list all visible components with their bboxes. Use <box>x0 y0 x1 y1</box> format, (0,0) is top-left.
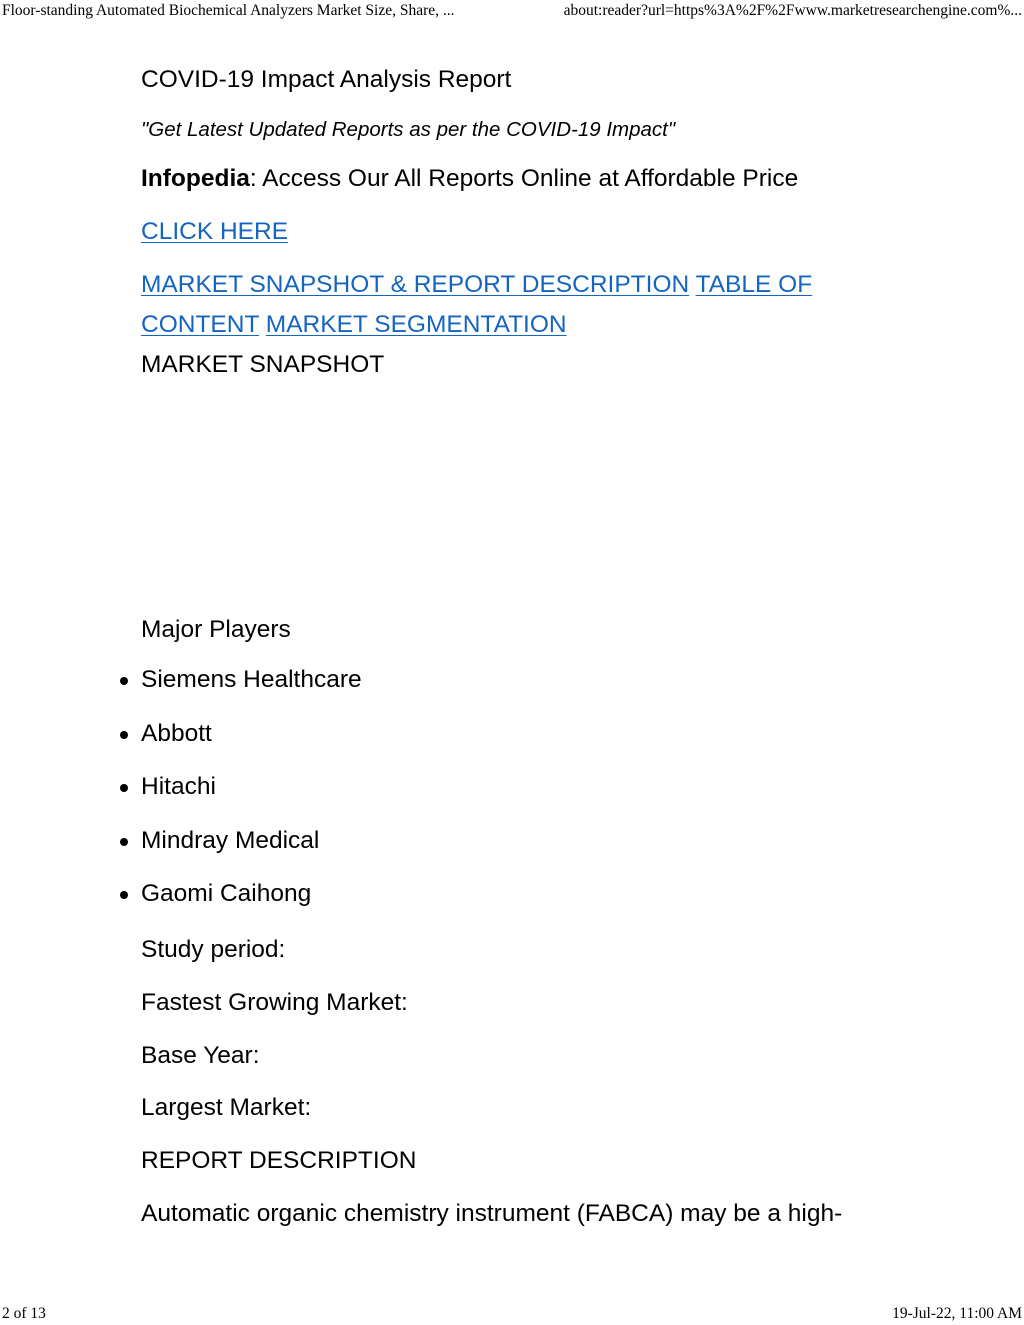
bullet-icon <box>120 838 128 846</box>
fastest-growing-label: Fastest Growing Market: <box>141 989 408 1016</box>
bullet-icon <box>120 731 128 739</box>
covid-heading: COVID-19 Impact Analysis Report <box>141 66 512 93</box>
report-description-heading: REPORT DESCRIPTION <box>141 1147 417 1174</box>
print-datetime: 19-Jul-22, 11:00 AM <box>892 1305 1022 1322</box>
bullet-icon <box>120 677 128 685</box>
list-item <box>141 767 362 821</box>
player-name: Gaomi Caihong <box>141 880 312 908</box>
list-item <box>141 874 362 928</box>
major-players-heading: Major Players <box>141 616 291 643</box>
click-here-line <box>141 212 288 252</box>
list-item <box>141 821 362 875</box>
player-name: Mindray Medical <box>141 826 320 854</box>
bullet-icon <box>120 891 128 899</box>
nav-links-line-2 <box>141 305 567 345</box>
click-here-link[interactable]: CLICK HERE <box>141 218 289 245</box>
print-header <box>0 0 1024 28</box>
player-name: Hitachi <box>141 773 216 801</box>
bullet-icon <box>120 784 128 792</box>
player-name: Siemens Healthcare <box>141 666 362 693</box>
print-header-title: Floor-standing Automated Biochemical Analyzers Market Size, Share, ... <box>2 2 455 19</box>
base-year-label: Base Year: <box>141 1042 260 1069</box>
study-period-label: Study period: <box>141 936 286 963</box>
market-segmentation-link[interactable]: MARKET SEGMENTATION <box>265 311 567 338</box>
player-name: Abbott <box>141 719 212 747</box>
infopedia-label: Infopedia <box>141 165 250 192</box>
print-header-url: about:reader?url=https%3A%2F%2Fwww.marketresearchengine.com%... <box>563 2 1022 19</box>
snapshot-description-link[interactable]: MARKET SNAPSHOT & REPORT DESCRIPTION <box>141 271 690 298</box>
snapshot-image-area <box>141 385 841 605</box>
list-item <box>141 660 362 714</box>
page-number: 2 of 13 <box>2 1305 46 1322</box>
largest-market-label: Largest Market: <box>141 1094 312 1121</box>
snapshot-heading: MARKET SNAPSHOT <box>141 351 385 378</box>
table-of-content-link-continued[interactable]: CONTENT <box>141 311 259 338</box>
infopedia-line <box>141 159 798 199</box>
players-list <box>141 660 362 928</box>
covid-tagline: "Get Latest Updated Reports as per the COVID-19 Impact" <box>141 118 676 141</box>
report-description-text: Automatic organic chemistry instrument (FABCA) may be a high- <box>141 1200 843 1227</box>
table-of-content-link[interactable]: TABLE OF <box>695 271 813 298</box>
list-item <box>141 714 362 768</box>
nav-links-line-1 <box>141 265 812 305</box>
infopedia-text: : Access Our All Reports Online at Affordable Price <box>249 165 799 192</box>
